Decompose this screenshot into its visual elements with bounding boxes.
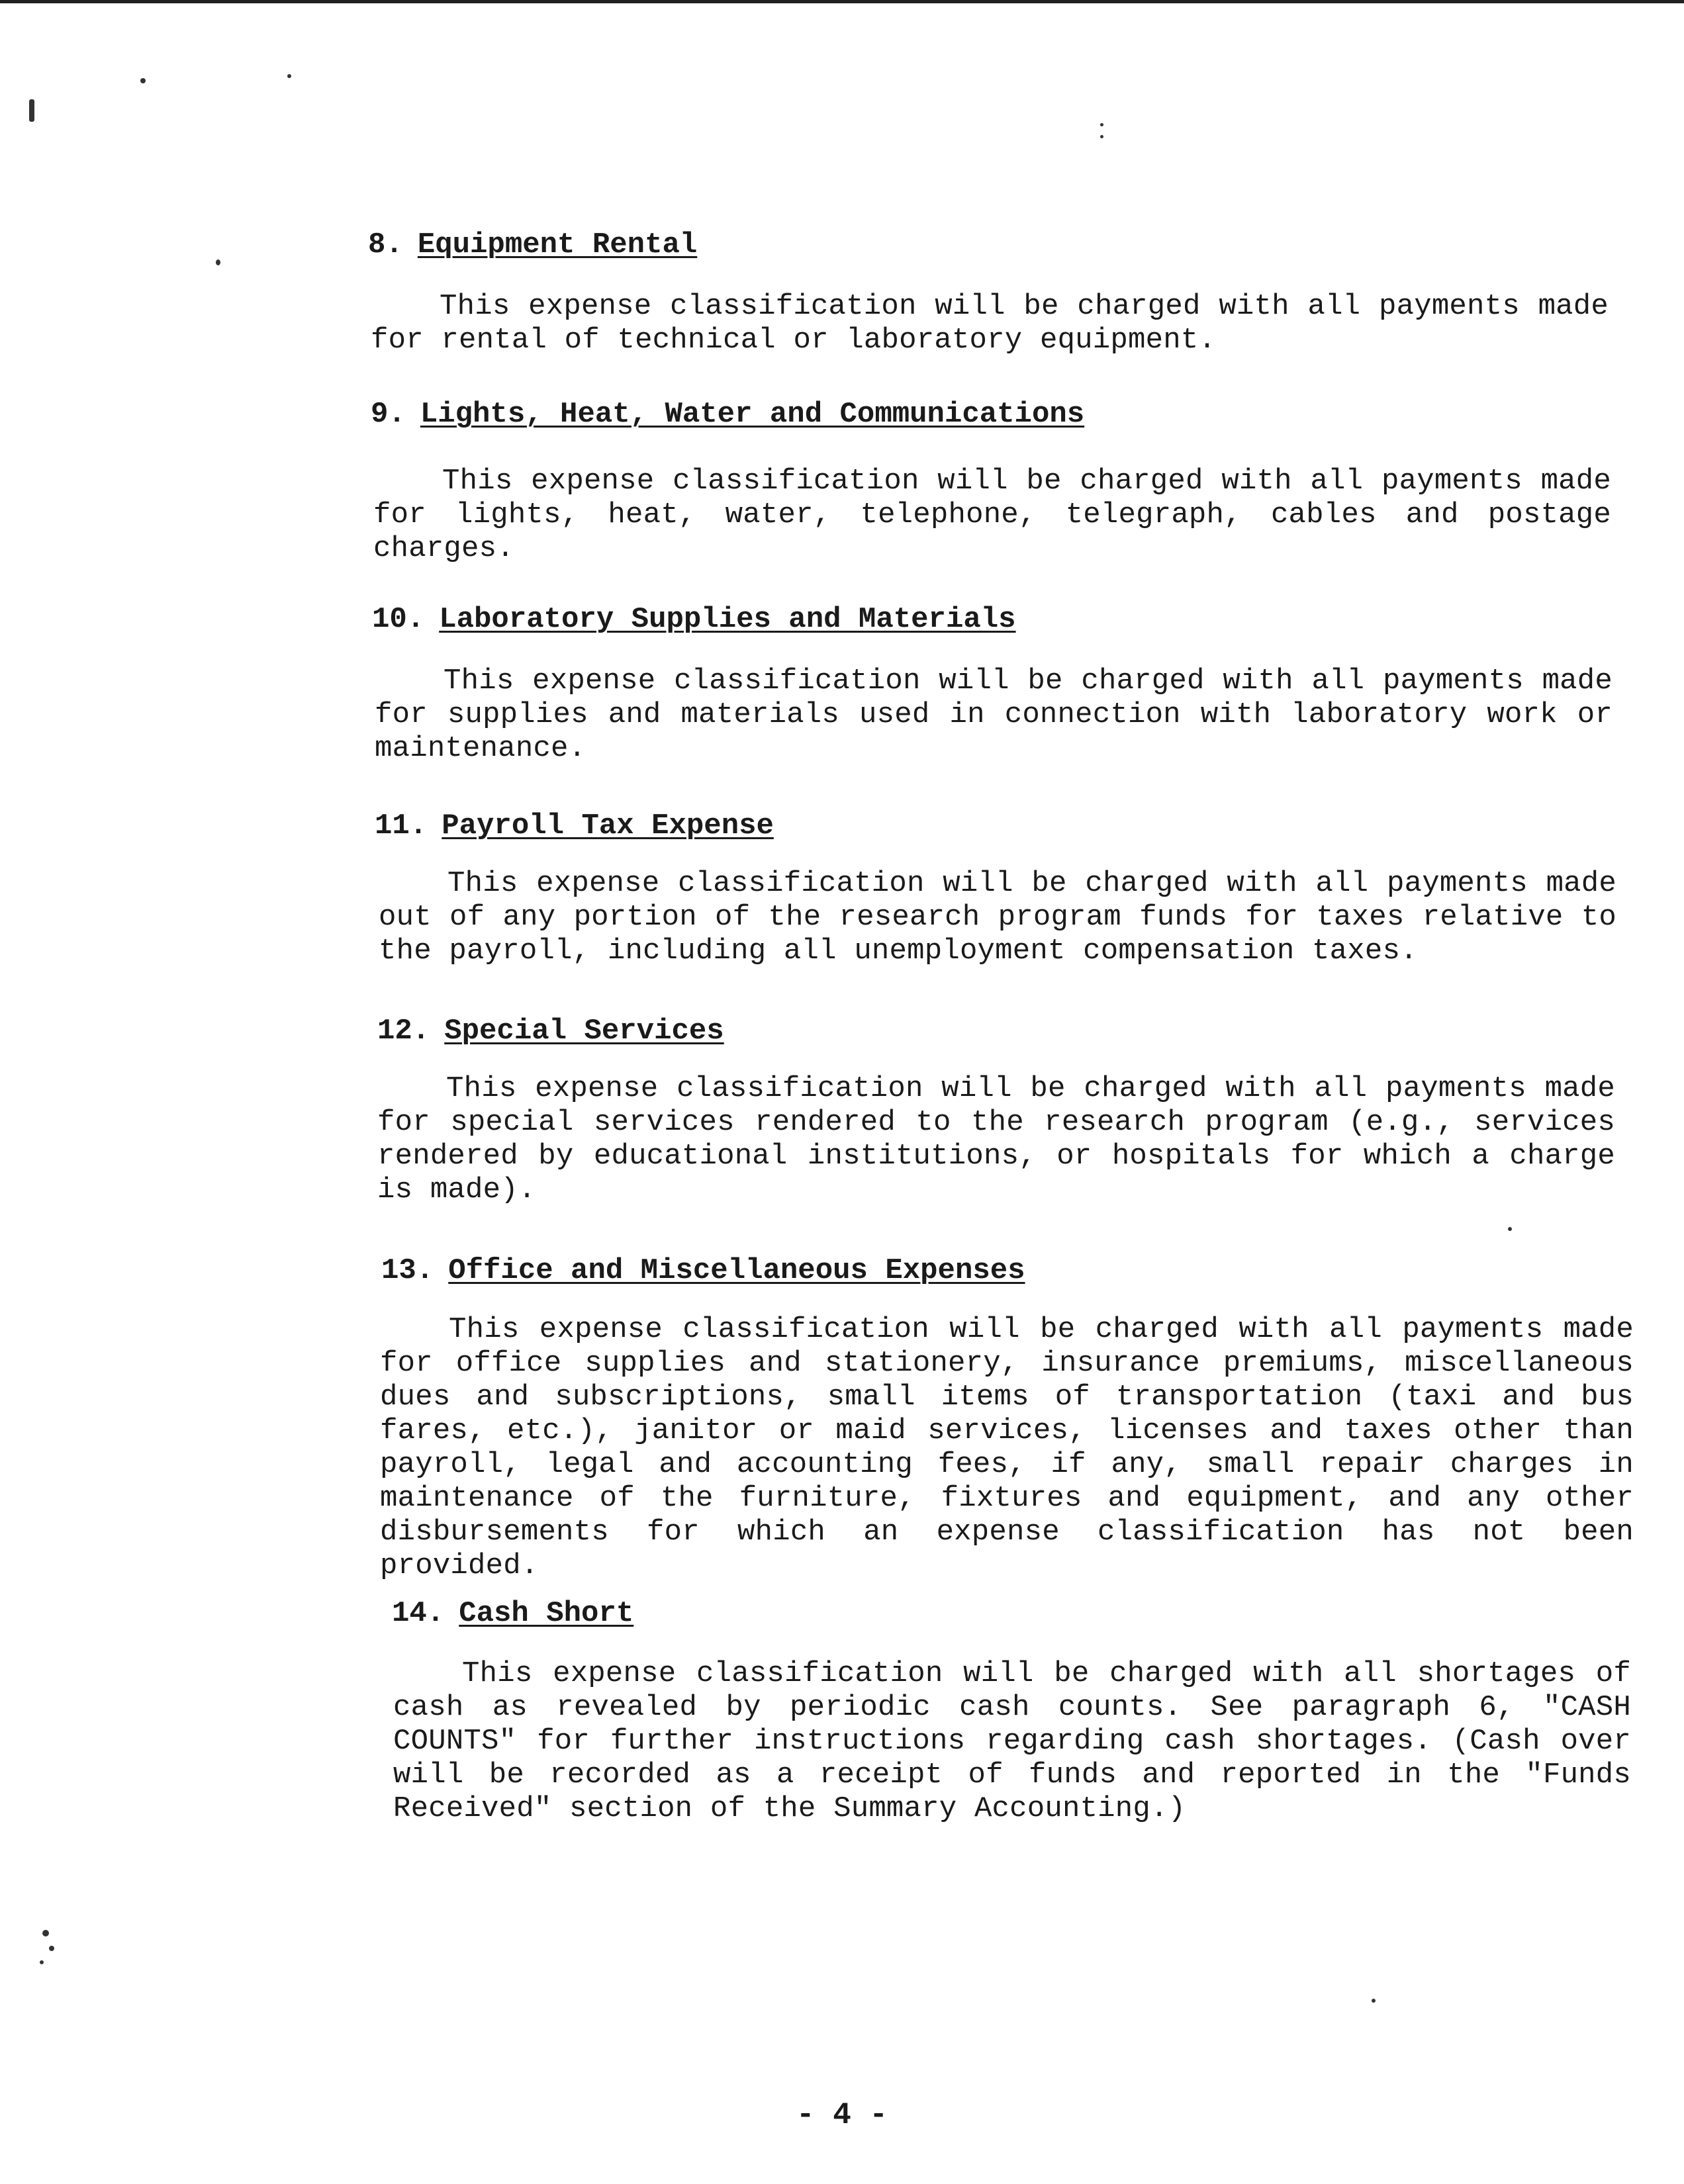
section-title: Payroll Tax Expense xyxy=(442,809,774,842)
section-body-10: This expense classification will be charged with all payments made for supplies and materials used in connection with laboratory work or maintenance. xyxy=(375,664,1613,765)
section-title: Laboratory Supplies and Materials xyxy=(439,603,1016,636)
scan-speck xyxy=(287,74,291,78)
section-body-14: This expense classification will be charged with all shortages of cash as revealed by periodic cash counts. See paragraph 6, "CASH COUNTS" for further instructions regarding cash shortages. (Cash over will be recorded as a receipt of funds and reported in the "Funds Received" section of the Summary Accounting.) xyxy=(393,1657,1631,1825)
section-number: 13. xyxy=(381,1254,434,1287)
section-number: 8. xyxy=(368,228,403,261)
scan-speck xyxy=(1100,123,1103,126)
scan-speck xyxy=(40,1960,44,1964)
section-body-13: This expense classification will be charged with all payments made for office supplies and stationery, insurance premiums, miscellaneous dues and subscriptions, small items of transportation (taxi and bus fares, etc.), janitor or maid services, licenses and taxes other than payroll, legal and accounting fees, if any, small repair charges in maintenance of the furniture, fixtures and equipment, and any other disbursements for which an expense classification has not been provided. xyxy=(380,1313,1634,1582)
scan-speck xyxy=(29,99,34,122)
scan-speck xyxy=(42,1930,49,1936)
page-number: - 4 - xyxy=(796,2098,888,2132)
section-body-11: This expense classification will be charged with all payments made out of any portion of the research program funds for taxes relative to the payroll, including all unemployment compensation taxes. xyxy=(379,867,1616,968)
scan-speck xyxy=(1508,1227,1512,1231)
scan-speck xyxy=(216,259,220,265)
top-border-rule xyxy=(0,0,1684,3)
section-title: Office and Miscellaneous Expenses xyxy=(448,1254,1025,1287)
section-body-8: This expense classification will be charged with all payments made for rental of technical or laboratory equipment. xyxy=(371,290,1609,357)
scan-speck xyxy=(1372,1999,1376,2003)
section-heading-9 xyxy=(371,397,1084,432)
scan-speck xyxy=(140,78,146,83)
section-title: Cash Short xyxy=(459,1597,634,1630)
section-heading-12 xyxy=(377,1014,724,1048)
section-heading-14 xyxy=(392,1596,633,1631)
section-title: Equipment Rental xyxy=(417,228,698,261)
section-number: 9. xyxy=(371,398,406,431)
section-title: Special Services xyxy=(444,1015,724,1048)
scan-speck xyxy=(1100,135,1103,138)
section-heading-11 xyxy=(375,809,774,843)
section-number: 11. xyxy=(375,809,428,842)
section-heading-10 xyxy=(372,602,1016,637)
section-body-12: This expense classification will be charged with all payments made for special services rendered to the research program (e.g., services rendered by educational institutions, or hospitals for which a charge is made). xyxy=(377,1072,1615,1206)
scan-speck xyxy=(49,1946,54,1951)
section-number: 10. xyxy=(372,603,425,636)
section-heading-8 xyxy=(368,228,697,262)
section-heading-13 xyxy=(381,1253,1025,1288)
section-body-9: This expense classification will be charged with all payments made for lights, heat, water, telephone, telegraph, cables and postage charges. xyxy=(373,465,1611,565)
section-title: Lights, Heat, Water and Communications xyxy=(420,398,1085,431)
section-number: 14. xyxy=(392,1597,445,1630)
section-number: 12. xyxy=(377,1015,430,1048)
